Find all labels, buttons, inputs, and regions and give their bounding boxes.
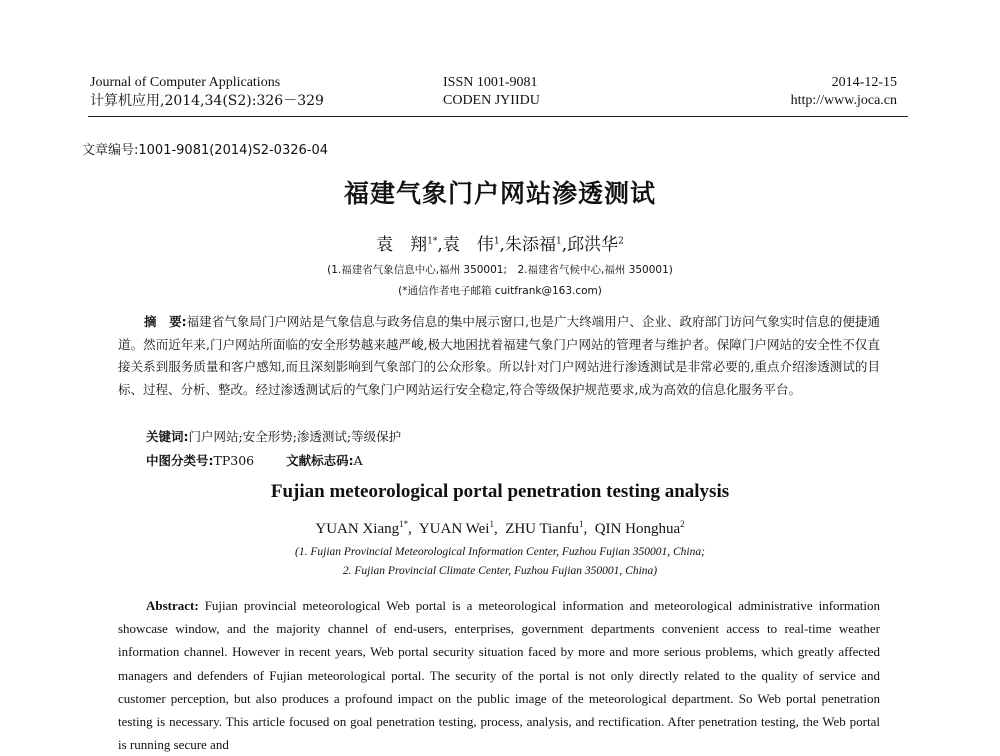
- issn: ISSN 1001-9081: [443, 75, 538, 90]
- cn-corresponding-email: (*通信作者电子邮箱 cuitfrank@163.com): [398, 285, 602, 297]
- cn-abstract: [118, 311, 880, 401]
- publish-date: 2014-12-15: [831, 75, 897, 90]
- en-affiliation-1: (1. Fujian Provincial Meteorological Information Center, Fuzhou Fujian 350001, China;: [295, 546, 705, 558]
- journal-header-left: [90, 74, 324, 110]
- coden: CODEN JYIIDU: [443, 93, 540, 108]
- cn-author-sup: 2: [618, 236, 624, 247]
- journal-header-right: [791, 74, 897, 110]
- doc-code-label: 文献标志码:: [286, 453, 354, 468]
- cn-author-sup: 1*: [427, 236, 438, 247]
- cn-keywords-label: 关键词:: [146, 429, 189, 444]
- journal-url[interactable]: http://www.joca.cn: [790, 93, 897, 108]
- cn-authors: 袁 翔$^{1*}$,袁 伟$^1$,朱添福$^1$,邱洪华$^2$: [376, 235, 624, 255]
- cn-title: 福建气象门户网站渗透测试: [343, 179, 656, 208]
- en-abstract: [118, 594, 880, 756]
- cn-author-sup: 1: [555, 236, 562, 247]
- cn-author-sup: 1: [493, 236, 500, 247]
- en-author-sup: 1: [578, 519, 584, 529]
- clc-label: 中图分类号:: [146, 453, 214, 468]
- en-author-name: YUAN Wei: [418, 521, 490, 537]
- en-abstract-text: Fujian provincial meteorological Web portal is a meteorological information and meteorological administrative information showcase window, and the majority channel of end-users, enterprises, government departments convenient access to real-time weather information channel. However in recent years, Web portal security situation faced by more and more serious problems, which greatly affected managers and defenders of Fujian meteorological portal. The security of the portal is not only directly related to the quality of service and customer perception, but also produces a profound impact on the public image of the meteorological department. So Web portal penetration testing is necessary. This article focused on goal penetration testing, process, analysis, and rectification. After penetration testing, the Web portal is running secure and: [118, 598, 880, 753]
- clc-value: TP306: [213, 453, 255, 468]
- en-abstract-label: Abstract:: [146, 598, 199, 613]
- header-rule: [88, 116, 908, 117]
- cn-author-name: 袁 翔: [376, 235, 428, 255]
- en-author-sup: 2: [680, 519, 685, 529]
- en-author-name: ZHU Tianfu: [505, 521, 579, 537]
- journal-header-center: [443, 74, 540, 110]
- cn-author-name: 朱添福: [504, 235, 556, 255]
- journal-citation-cn: 计算机应用,2014,34(S2):326－329: [90, 93, 324, 109]
- en-authors: YUAN Xiang$^{1*}$, YUAN Wei$^1$, ZHU Tianfu$^1$, QIN Honghua$^2$: [315, 519, 685, 537]
- cn-abstract-text: 福建省气象局门户网站是气象信息与政务信息的集中展示窗口,也是广大终端用户、企业、政府部门访问气象实时信息的便捷通道。然而近年来,门户网站所面临的安全形势越来越严峻,极大地困扰着福建气象门户网站的管理者与维护者。保障门户网站的安全性不仅直接关系到服务质量和客户感知,而且深刻影响到气象部门的公众形象。所以针对门户网站进行渗透测试是非常必要的,重点介绍渗透测试的目标、过程、分析、整改。经过渗透测试后的气象门户网站运行安全稳定,符合等级保护规范要求,成为高效的信息化服务平台。: [118, 314, 880, 397]
- en-title: Fujian meteorological portal penetration testing analysis: [270, 481, 730, 502]
- en-affiliation-2: 2. Fujian Provincial Climate Center, Fuzhou Fujian 350001, China): [342, 565, 658, 577]
- en-author-sup: 1: [489, 519, 494, 529]
- cn-classification: [146, 451, 363, 469]
- cn-keywords-text: 门户网站;安全形势;渗透测试;等级保护: [188, 429, 402, 444]
- cn-affiliations: (1.福建省气象信息中心,福州 350001; 2.福建省气候中心,福州 350001): [327, 264, 673, 276]
- en-author-name: QIN Honghua: [594, 521, 681, 537]
- cn-author-name: 袁 伟: [442, 235, 494, 255]
- cn-author-name: 邱洪华: [567, 235, 619, 255]
- cn-keywords: [146, 427, 401, 445]
- en-author-name: YUAN Xiang: [315, 521, 400, 537]
- doc-code-value: A: [353, 453, 363, 468]
- article-number: 文章编号:1001-9081(2014)S2-0326-04: [82, 143, 328, 158]
- cn-abstract-label: 摘 要:: [144, 314, 187, 329]
- en-author-sup: 1*: [399, 519, 409, 529]
- journal-name-en: Journal of Computer Applications: [90, 75, 281, 90]
